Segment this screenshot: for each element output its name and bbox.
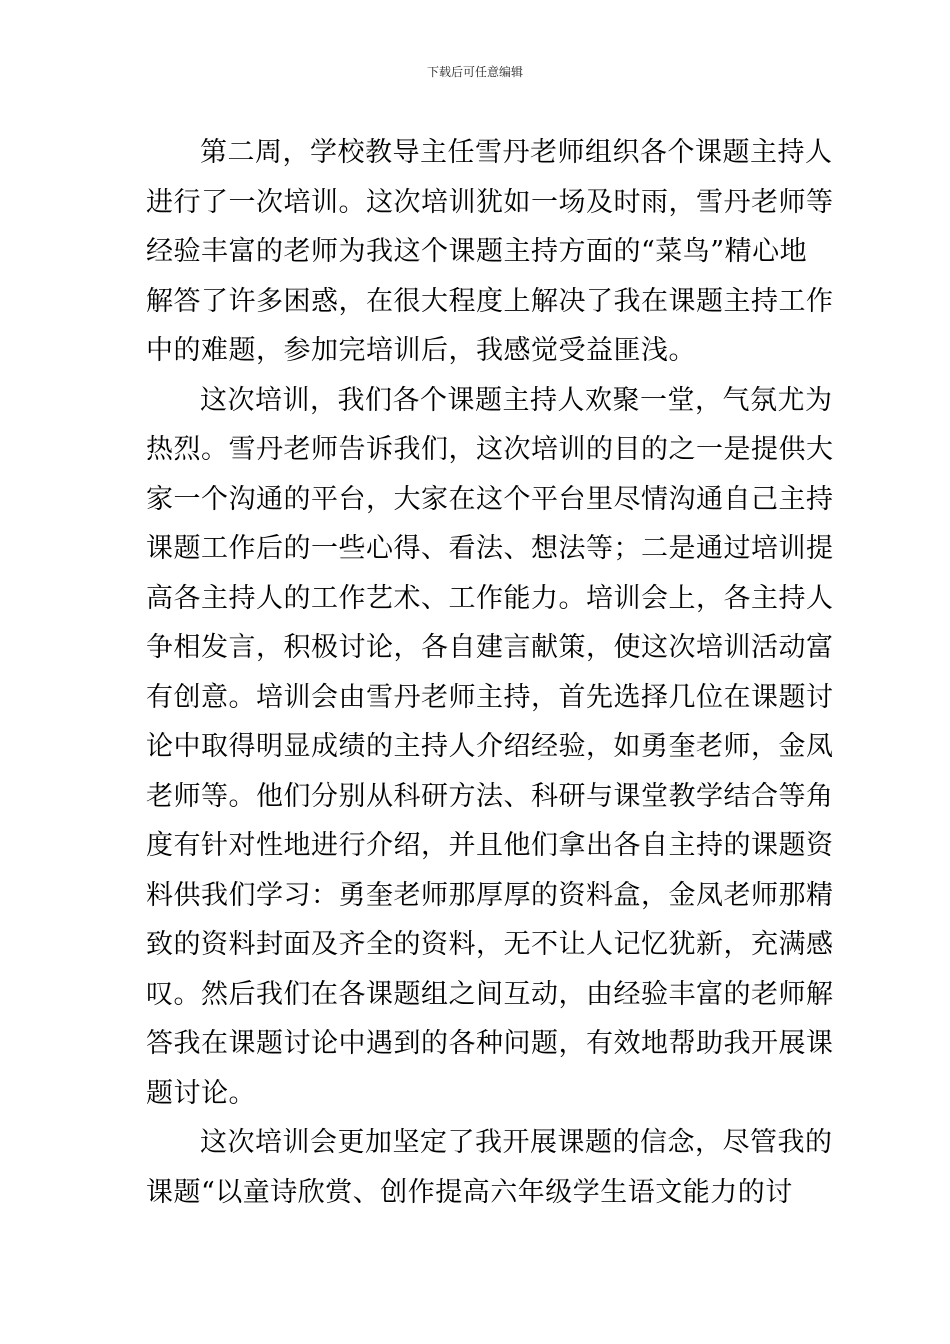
paragraph-2 <box>146 376 834 1119</box>
paragraph-2-line-6: 争相发言，积极讨论，各自建言献策，使这次培训活动富 <box>146 632 834 663</box>
paragraph-2-line-4: 课题工作后的一些心得、看法、想法等；二是通过培训提 <box>146 533 834 564</box>
paragraph-2-line-14: 答我在课题讨论中遇到的各种问题，有效地帮助我开展课 <box>146 1028 834 1059</box>
paragraph-2-line-15: 题讨论。 <box>146 1077 256 1109</box>
paragraph-1-line-5: 中的难题，参加完培训后，我感觉受益匪浅。 <box>146 335 696 366</box>
paragraph-2-line-2: 热烈。雪丹老师告诉我们，这次培训的目的之一是提供大 <box>146 434 834 465</box>
paragraph-2-line-1: 这次培训，我们各个课题主持人欢聚一堂，气氛尤为 <box>200 384 833 416</box>
paragraph-2-line-12: 致的资料封面及齐全的资料，无不让人记忆犹新，充满感 <box>146 929 834 960</box>
paragraph-2-line-5: 高各主持人的工作艺术、工作能力。培训会上，各主持人 <box>146 582 834 614</box>
paragraph-1-line-4: 解答了许多困惑，在很大程度上解决了我在课题主持工作 <box>146 285 834 317</box>
paragraph-2-line-9: 老师等。他们分别从科研方法、科研与课堂教学结合等角 <box>146 780 834 812</box>
paragraph-1-line-1: 第二周，学校教导主任雪丹老师组织各个课题主持人 <box>200 137 833 168</box>
paragraph-2-line-11: 料供我们学习：勇奎老师那厚厚的资料盒，金凤老师那精 <box>146 879 834 911</box>
paragraph-3-line-1: 这次培训会更加坚定了我开展课题的信念，尽管我的 <box>200 1127 833 1158</box>
paragraph-2-line-8: 论中取得明显成绩的主持人介绍经验，如勇奎老师，金凤 <box>146 731 834 762</box>
paragraph-3 <box>146 1118 833 1217</box>
paragraph-3-line-2: 课题“以童诗欣赏、创作提高六年级学生语文能力的讨 <box>146 1176 793 1208</box>
paragraph-1-line-3: 经验丰富的老师为我这个课题主持方面的“菜鸟”精心地 <box>146 236 808 267</box>
paragraph-2-line-7: 有创意。培训会由雪丹老师主持，首先选择几位在课题讨 <box>146 681 834 713</box>
paragraph-1-line-2: 进行了一次培训。这次培训犹如一场及时雨，雪丹老师等 <box>146 186 834 218</box>
document-body <box>146 128 834 1217</box>
paragraph-1 <box>146 128 834 376</box>
paragraph-2-line-3: 家一个沟通的平台，大家在这个平台里尽情沟通自己主持 <box>146 483 834 515</box>
paragraph-2-line-13: 叹。然后我们在各课题组之间互动，由经验丰富的老师解 <box>146 978 834 1010</box>
paragraph-2-line-10: 度有针对性地进行介绍，并且他们拿出各自主持的课题资 <box>146 830 834 861</box>
page-header: 下载后可任意编辑 <box>426 65 523 79</box>
